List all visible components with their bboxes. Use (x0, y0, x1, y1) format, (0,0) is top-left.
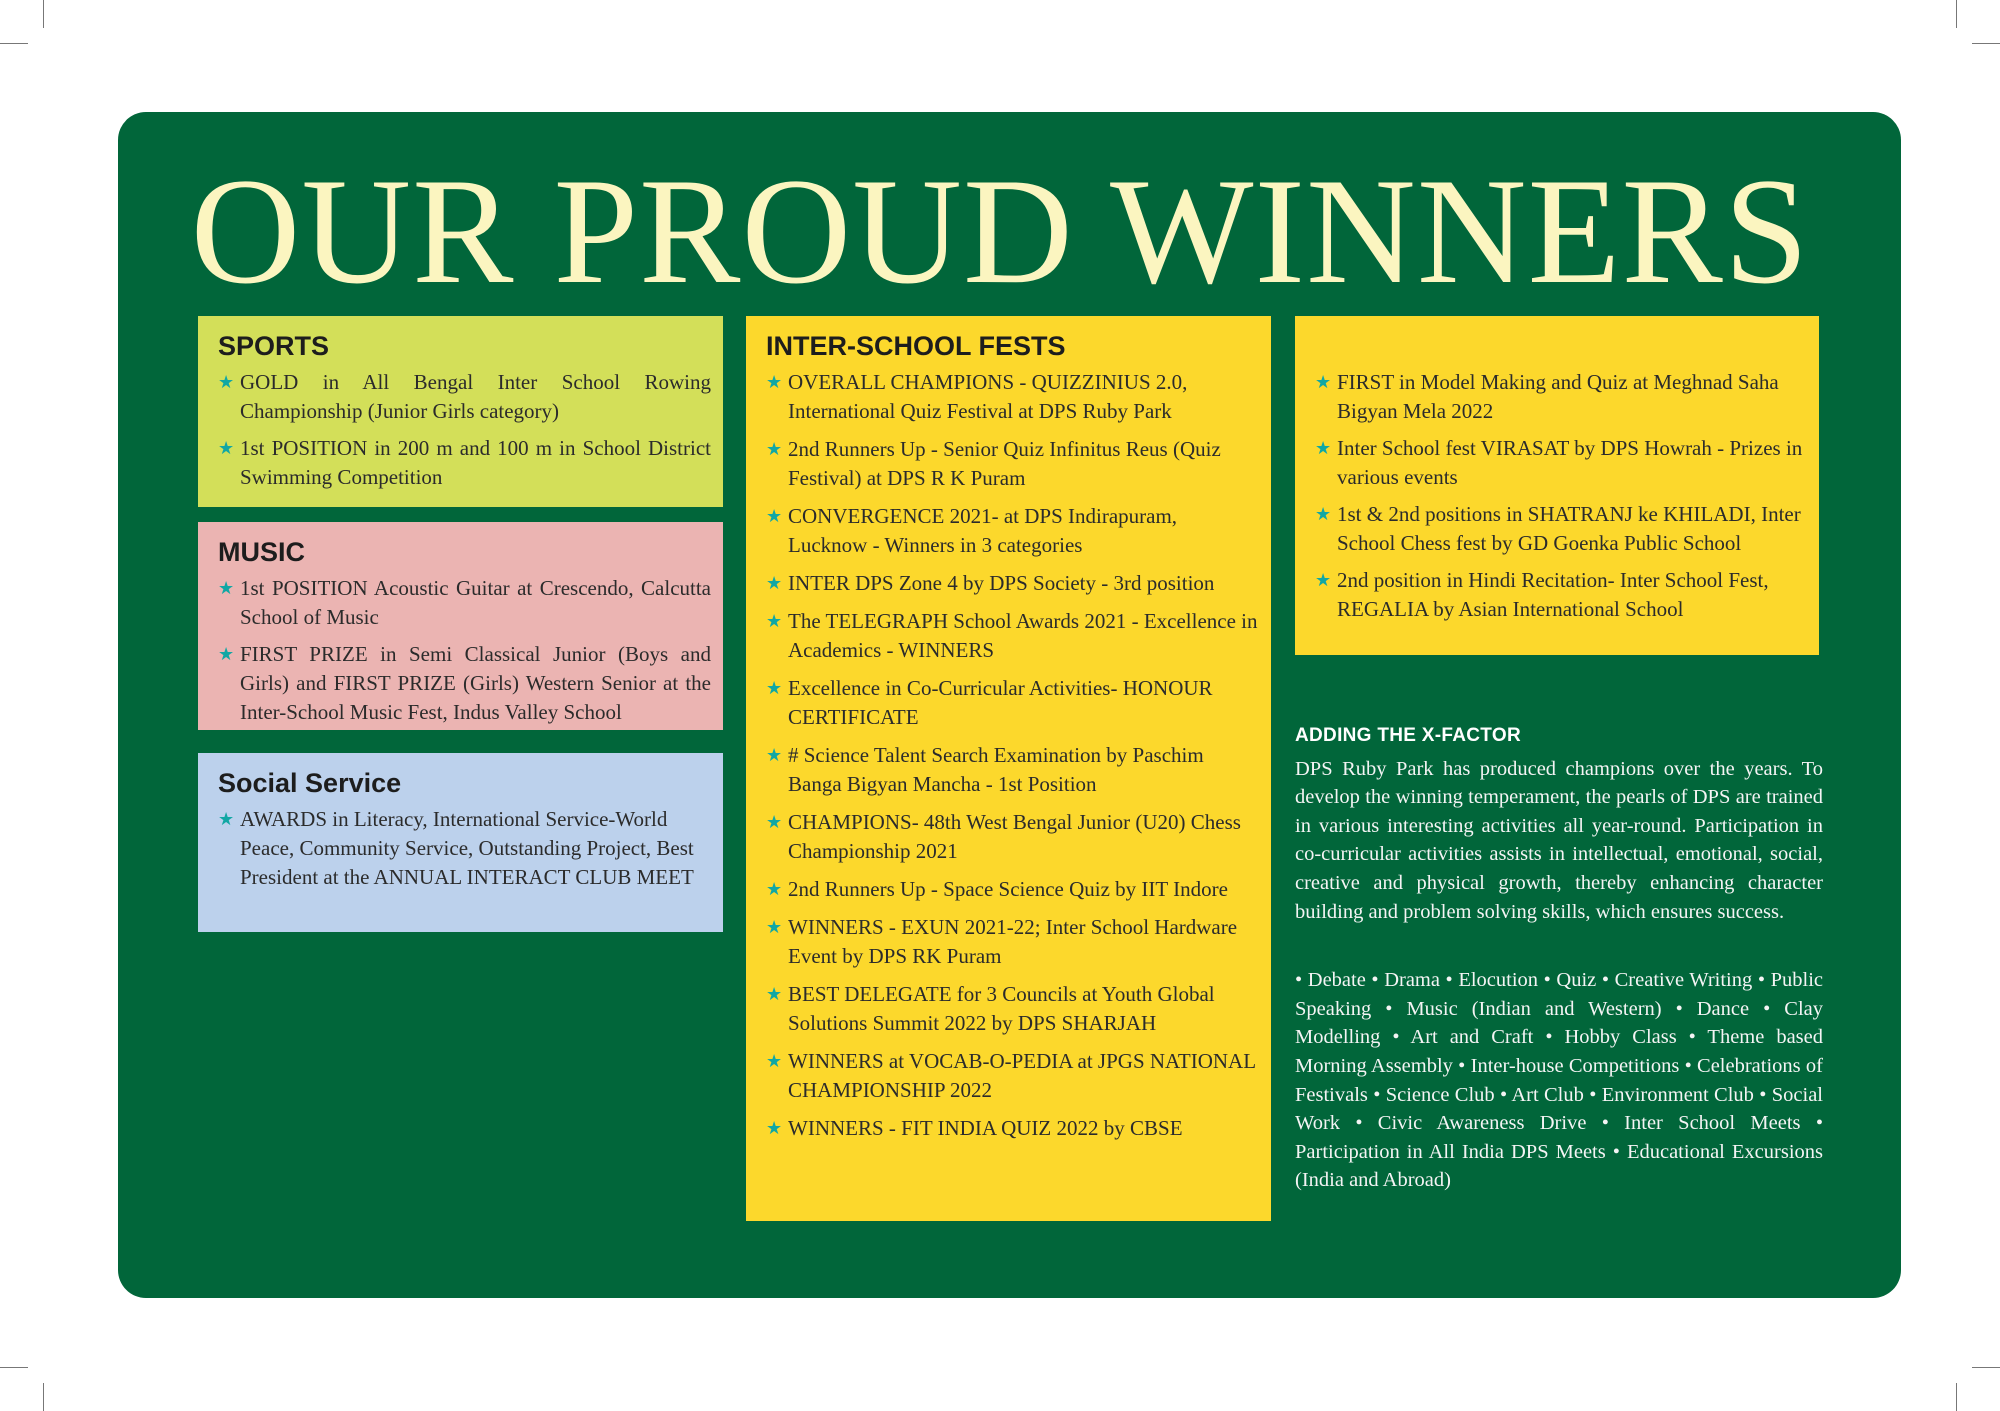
star-icon: ★ (1315, 372, 1332, 393)
list-item: ★ WINNERS - FIT INDIA QUIZ 2022 by CBSE (766, 1114, 1259, 1143)
more-fests-list (1315, 368, 1807, 624)
list-item: ★ # Science Talent Search Examination by Paschim Banga Bigyan Mancha - 1st Position (766, 743, 1204, 797)
list-item: ★ 2nd Runners Up - Space Science Quiz by IIT Indore (766, 875, 1259, 904)
star-icon: ★ (1315, 438, 1332, 459)
star-icon: ★ (766, 917, 783, 939)
list-item: ★ AWARDS in Literacy, International Service-World Peace, Community Service, Outstanding Project, Best President at the ANNUAL INTERACT CLUB MEET (218, 807, 694, 890)
star-icon: ★ (766, 506, 783, 528)
fests-heading: INTER-SCHOOL FESTS (766, 331, 1066, 361)
star-icon: ★ (766, 439, 783, 461)
list-item: ★ 2nd Runners Up - Senior Quiz Infinitus Reus (Quiz Festival) at DPS R K Puram (766, 437, 1221, 491)
list-item: ★ Inter School fest VIRASAT by DPS Howrah - Prizes in various events (1315, 436, 1803, 489)
list-item: ★ BEST DELEGATE for 3 Councils at Youth Global Solutions Summit 2022 by DPS SHARJAH (766, 982, 1215, 1036)
list-item: ★ INTER DPS Zone 4 by DPS Society - 3rd position (766, 569, 1259, 598)
list-item: ★ WINNERS - EXUN 2021-22; Inter School Hardware Event by DPS RK Puram (766, 915, 1238, 969)
x-factor-section (1295, 724, 1823, 1195)
social-service-heading: Social Service (218, 768, 402, 798)
inter-school-fests-box (746, 316, 1271, 1221)
star-icon: ★ (766, 984, 783, 1006)
music-box (198, 522, 723, 730)
list-item: ★ OVERALL CHAMPIONS - QUIZZINIUS 2.0, International Quiz Festival at DPS Ruby Park (766, 370, 1188, 424)
list-item: ★ 1st & 2nd positions in SHATRANJ ke KHILADI, Inter School Chess fest by GD Goenka Public School (1315, 502, 1801, 555)
list-item: ★ 1st POSITION Acoustic Guitar at Crescendo, Calcutta School of Music (218, 576, 711, 630)
list-item: ★ CHAMPIONS- 48th West Bengal Junior (U20) Chess Championship 2021 (766, 810, 1241, 864)
star-icon: ★ (218, 809, 235, 831)
x-factor-heading: ADDING THE X-FACTOR (1295, 725, 1521, 746)
list-item: ★ GOLD in All Bengal Inter School Rowing Championship (Junior Girls category) (218, 370, 711, 424)
crop-mark (1972, 43, 2000, 44)
star-icon: ★ (1315, 504, 1332, 525)
list-item: ★ 1st POSITION in 200 m and 100 m in School District Swimming Competition (218, 436, 711, 490)
star-icon: ★ (218, 438, 235, 460)
star-icon: ★ (218, 644, 235, 666)
social-service-list (218, 805, 711, 892)
crop-mark (1956, 0, 1957, 28)
list-item: ★ 2nd position in Hindi Recitation- Inter School Fest, REGALIA by Asian International School (1315, 568, 1769, 621)
star-icon: ★ (766, 573, 783, 595)
star-icon: ★ (218, 578, 235, 600)
crop-mark (0, 43, 28, 44)
crop-mark (0, 1367, 28, 1368)
sports-list (218, 368, 711, 492)
social-service-box (198, 753, 723, 932)
crop-mark (43, 1383, 44, 1411)
fests-list (766, 368, 1259, 1143)
star-icon: ★ (766, 879, 783, 901)
more-fests-box (1295, 316, 1819, 655)
star-icon: ★ (766, 1051, 783, 1073)
list-item: ★ CONVERGENCE 2021- at DPS Indirapuram, Lucknow - Winners in 3 categories (766, 504, 1178, 558)
activities-list: • Debate • Drama • Elocution • Quiz • Creative Writing • Public Speaking • Music (Indian and Western) • Dance • Clay Modelling • Art and Craft • Hobby Class • Theme based Morning Assembly • Inter-house Competitions • Celebrations of Festivals • Science Club • Art Club • Environment Club • Social Work • Civic Awareness Drive • Inter School Meets • Participation in All India DPS Meets • Educational Excursions (India and Abroad) (1295, 969, 1823, 1192)
sports-heading: SPORTS (218, 331, 330, 361)
crop-mark (1956, 1383, 1957, 1411)
list-item: ★ FIRST in Model Making and Quiz at Meghnad Saha Bigyan Mela 2022 (1315, 370, 1779, 423)
star-icon: ★ (766, 611, 783, 633)
star-icon: ★ (766, 812, 783, 834)
star-icon: ★ (218, 372, 235, 394)
music-heading: MUSIC (218, 537, 305, 567)
list-item: ★ Excellence in Co-Curricular Activities- HONOUR CERTIFICATE (766, 676, 1213, 730)
x-factor-paragraph: DPS Ruby Park has produced champions over the years. To develop the winning temperament, the pearls of DPS are trained in various interesting activities all year-round. Participation in co-curricular activities assists in intellectual, emotional, social, creative and physical growth, thereby enhancing character building and problem solving skills, which ensures success. (1295, 757, 1823, 923)
music-list (218, 574, 711, 727)
sports-box (198, 316, 723, 507)
star-icon: ★ (766, 372, 783, 394)
list-item: ★ The TELEGRAPH School Awards 2021 - Excellence in Academics - WINNERS (766, 609, 1258, 663)
crop-mark (1972, 1367, 2000, 1368)
page-title: OUR PROUD WINNERS (190, 147, 1810, 315)
star-icon: ★ (1315, 570, 1332, 591)
list-item: ★ FIRST PRIZE in Semi Classical Junior (Boys and Girls) and FIRST PRIZE (Girls) Western Senior at the Inter-School Music Fest, Indus Valley School (218, 642, 711, 725)
star-icon: ★ (766, 678, 783, 700)
crop-mark (43, 0, 44, 28)
list-item: ★ WINNERS at VOCAB-O-PEDIA at JPGS NATIONAL CHAMPIONSHIP 2022 (766, 1049, 1256, 1103)
star-icon: ★ (766, 745, 783, 767)
star-icon: ★ (766, 1118, 783, 1140)
